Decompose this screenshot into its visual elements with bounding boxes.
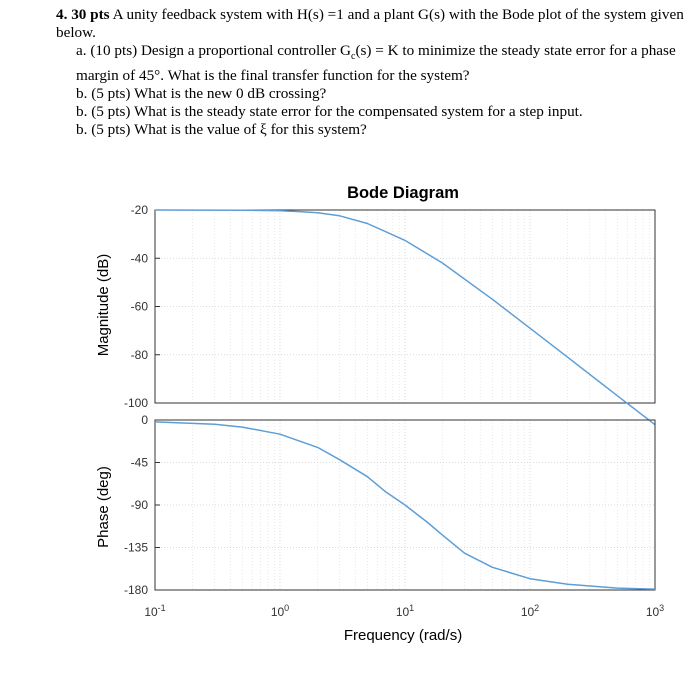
x-tick-label: $10^0$	[270, 603, 290, 619]
part-subscript: c	[351, 51, 356, 63]
part-text: (5 pts) What is the steady state error for the compensated system for a step input.	[91, 103, 583, 121]
part-text: (5 pts) What is the new 0 dB crossing?	[91, 84, 327, 102]
x-tick-label: $10^{-1}$	[144, 603, 166, 619]
x-tick-label: $10^2$	[520, 603, 540, 619]
phase-ytick-label: 0	[141, 413, 148, 427]
magnitude-series-line	[155, 210, 655, 425]
question-points: 30 pts	[71, 6, 110, 23]
phase-ylabel: Phase (deg)	[95, 466, 112, 548]
magnitude-ylabel: Magnitude (dB)	[95, 253, 112, 357]
x-tick-label: $10^1$	[395, 603, 415, 619]
question-intro-text: A unity feedback system with H(s) =1 and a plant G(s) with the Bode plot of the system given below.	[56, 6, 684, 42]
phase-ytick-label: -180	[123, 583, 148, 597]
magnitude-ytick-label: -80	[130, 347, 148, 362]
part-label: a.	[76, 42, 87, 60]
magnitude-ytick-label: -20	[130, 203, 148, 217]
part-text: (10 pts) Design a proportional controller G	[90, 42, 352, 60]
question-number: 4.	[56, 6, 68, 23]
part-text: (5 pts) What is the value of ξ for this system?	[91, 121, 367, 139]
part-label: b.	[76, 103, 88, 121]
phase-ytick-label: -45	[130, 455, 148, 470]
x-tick-label: $10^3$	[645, 603, 665, 619]
part-label: b.	[76, 84, 88, 102]
magnitude-ytick-label: -60	[130, 299, 148, 314]
part-label: b.	[76, 121, 88, 139]
chart-title: Bode Diagram	[347, 184, 459, 202]
x-axis-label: Frequency (rad/s)	[343, 627, 463, 644]
part-text-continued: (s) = K to minimize the steady state error for a phase margin of 45°. What is the final transfer function for the system?	[76, 42, 676, 84]
magnitude-ytick-label: -100	[123, 396, 148, 410]
magnitude-ytick-label: -40	[130, 251, 148, 266]
phase-ytick-label: -90	[130, 498, 148, 512]
phase-ytick-label: -135	[123, 540, 148, 555]
